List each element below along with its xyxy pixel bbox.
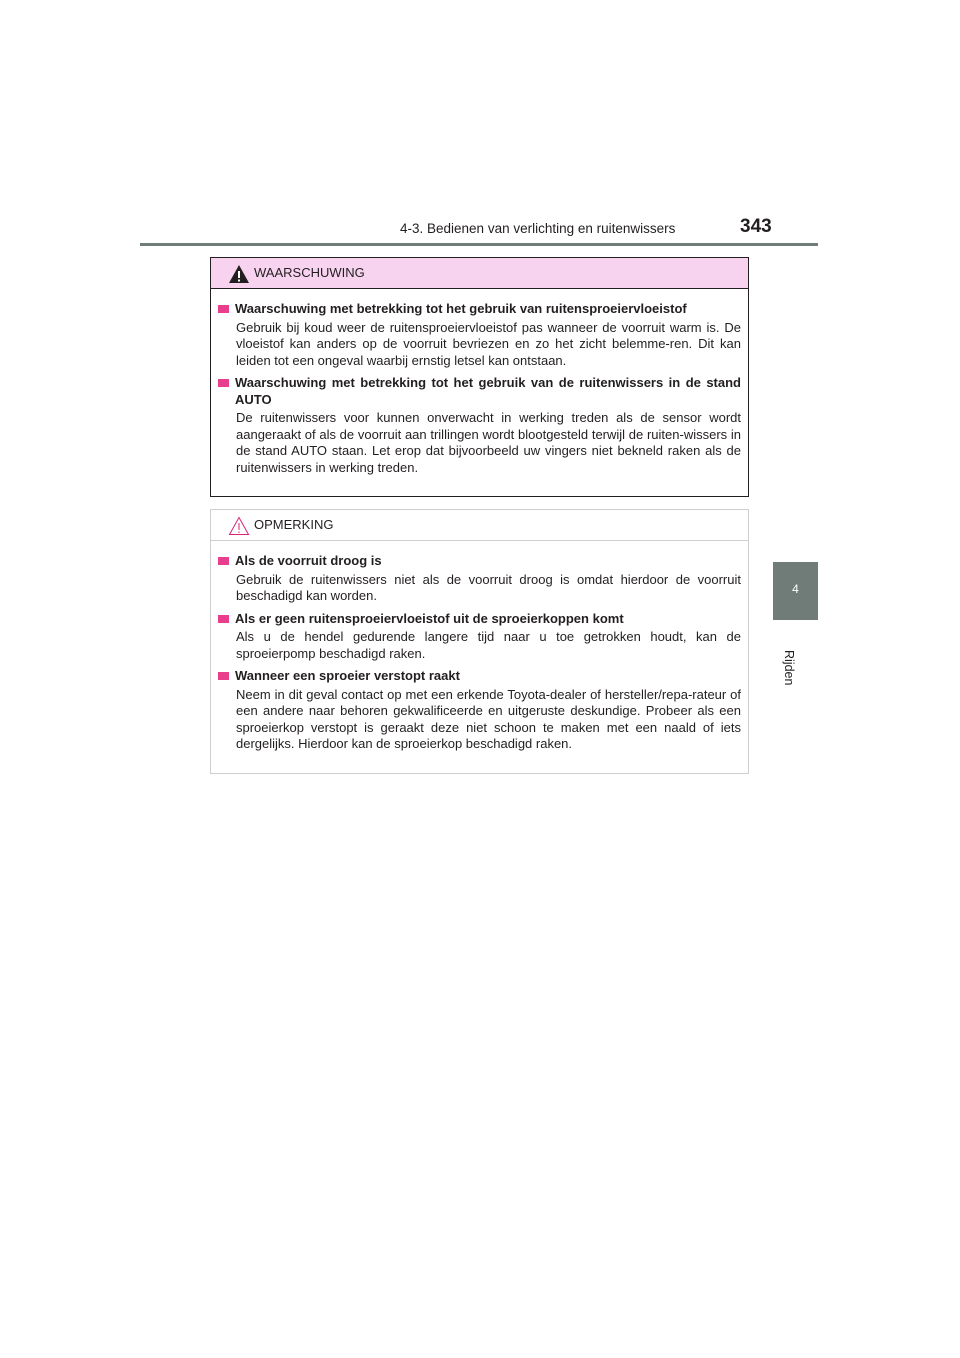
note-item-text: Neem in dit geval contact op met een erkende Toyota-dealer of hersteller/repa-rateur of een andere naar behoren gekwalificeerde en uitgeruste deskundige. Probeer als een sproeierkop verstopt is geraakt deze niet schoon te maken met een naald of iets dergelijks. Hierdoor kan de sproeierkop beschadigd raken. (236, 686, 741, 751)
note-item-heading-text: Wanneer een sproeier verstopt raakt (235, 668, 460, 683)
page-number: 343 (740, 216, 772, 237)
bullet-square-icon (218, 379, 229, 387)
note-box (210, 509, 749, 774)
chapter-number: 4 (792, 582, 799, 596)
warning-item-heading-text: Waarschuwing met betrekking tot het gebruik van ruitensproeiervloeistof (235, 301, 687, 316)
warning-box (210, 257, 749, 497)
note-item-heading (218, 668, 741, 685)
section-title: 4-3. Bedienen van verlichting en ruitenwissers (400, 221, 676, 236)
warning-title: WAARSCHUWING (254, 265, 365, 280)
bullet-square-icon (218, 615, 229, 623)
warning-item-text: De ruitenwissers voor kunnen onverwacht in werking treden als de sensor wordt aangeraakt of als de voorruit aan trillingen wordt blootgesteld terwijl de ruiten-wissers in de stand AUTO staan. Let erop dat bijvoorbeeld uw vingers niet bekneld raken als de ruitenwissers in werking treden. (236, 410, 741, 475)
note-body (211, 541, 748, 753)
chapter-label: Rijden (782, 650, 796, 686)
warning-item-heading (218, 375, 741, 408)
warning-item-heading-text: Waarschuwing met betrekking tot het gebruik van de ruitenwissers in de stand AUTO (235, 375, 741, 407)
note-item (218, 553, 741, 605)
note-title: OPMERKING (254, 517, 334, 532)
note-item-heading (218, 553, 741, 570)
warning-item-text: Gebruik bij koud weer de ruitensproeiervloeistof pas wanneer de voorruit warm is. De vloeistof kan anders op de voorruit bevriezen en zo het zicht belemme-ren. Dit kan leiden tot een ongeval waarbij ernstig letsel kan ontstaan. (236, 319, 741, 368)
warning-triangle-icon (228, 264, 250, 284)
warning-item (218, 375, 741, 476)
note-item-heading (218, 611, 741, 628)
note-item (218, 611, 741, 663)
note-item-heading-text: Als de voorruit droog is (235, 553, 382, 568)
warning-item-heading (218, 301, 741, 318)
note-item-heading-text: Als er geen ruitensproeiervloeistof uit de sproeierkoppen komt (235, 610, 624, 626)
header-rule (140, 243, 818, 246)
bullet-square-icon (218, 672, 229, 680)
warning-item (218, 301, 741, 369)
note-header (211, 510, 748, 541)
bullet-square-icon (218, 305, 229, 313)
caution-triangle-icon (228, 516, 250, 536)
note-item (218, 668, 741, 753)
warning-body (211, 289, 748, 476)
warning-header (211, 258, 748, 289)
note-item-text: Gebruik de ruitenwissers niet als de voorruit droog is omdat hierdoor de voorruit beschadigd kan worden. (236, 571, 741, 603)
chapter-tab (773, 562, 818, 620)
note-item-text: Als u de hendel gedurende langere tijd naar u toe getrokken houdt, kan de sproeierpomp beschadigd raken. (236, 629, 741, 661)
bullet-square-icon (218, 557, 229, 565)
